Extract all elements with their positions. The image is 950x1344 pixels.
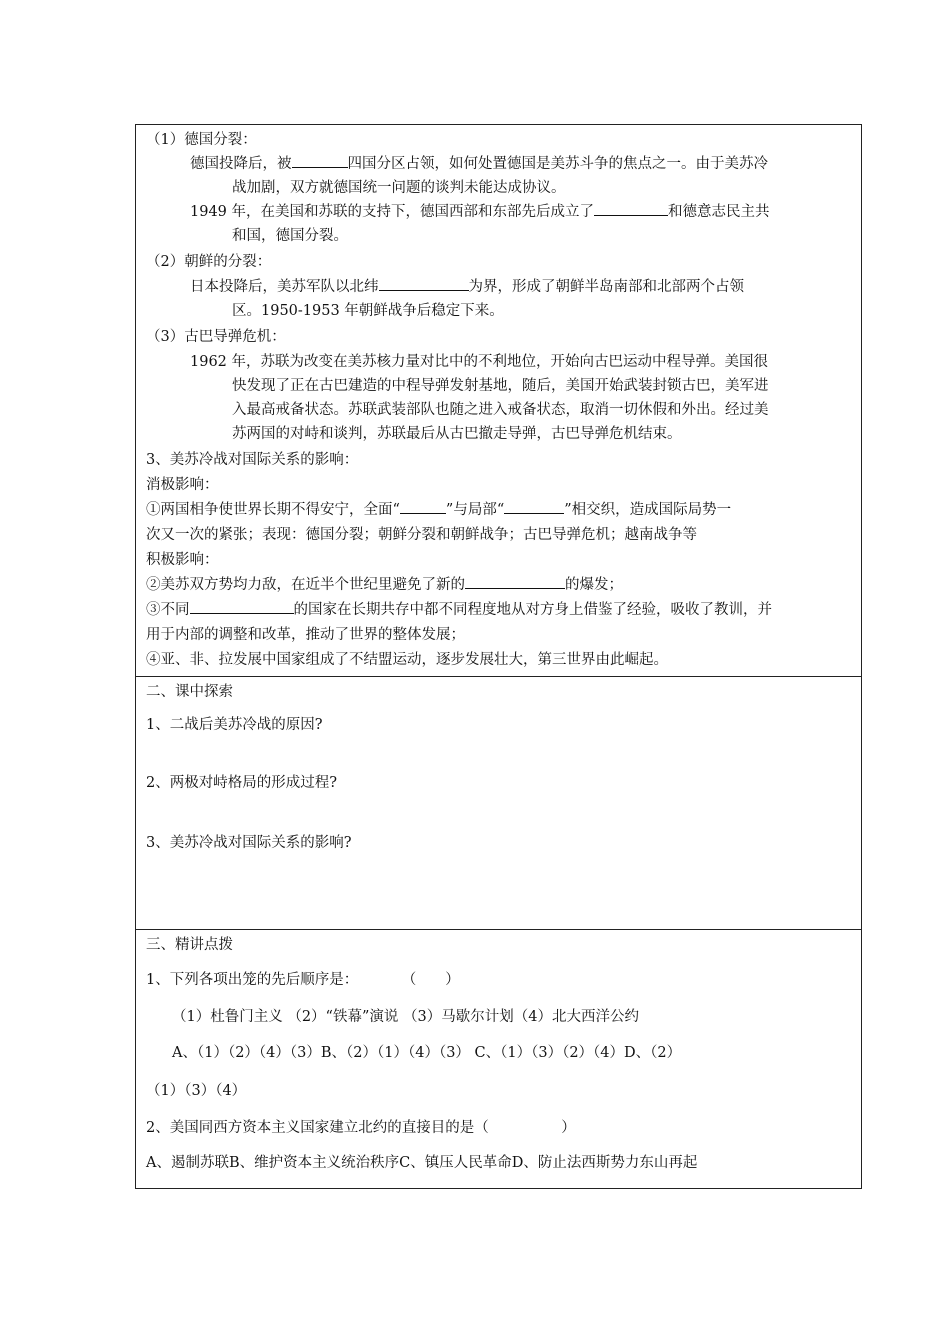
question-3: 3、美苏冷战对国际关系的影响? <box>146 835 352 851</box>
question-1-options-cont: （1）（3）（4） <box>146 1083 247 1099</box>
fill-blank[interactable] <box>190 599 294 614</box>
question-1: 1、二战后美苏冷战的原因? <box>146 717 323 733</box>
paragraph-line: ①两国相争使世界长期不得安宁，全面“ ”与局部“ ”相交织，造成国际局势一 <box>146 498 861 522</box>
paragraph-line: 苏两国的对峙和谈判，苏联最后从古巴撤走导弹，古巴导弹危机结束。 <box>232 426 682 442</box>
section-title: 二、课中探索 <box>146 684 233 700</box>
paragraph-line: ④亚、非、拉发展中国家组成了不结盟运动，逐步发展壮大，第三世界由此崛起。 <box>146 652 668 668</box>
fill-blank[interactable] <box>379 276 469 291</box>
question-1-options: A、（1）（2）（4）（3）B、（2）（1）（4）（3） C、（1）（3）（2）（4）D、（2） <box>172 1045 682 1061</box>
paragraph-line: 德国投降后，被 四国分区占领，如何处置德国是美苏斗争的焦点之一。由于美苏冷 <box>190 152 861 176</box>
positive-label: 积极影响： <box>146 552 219 568</box>
fill-blank[interactable] <box>594 201 668 216</box>
fill-blank[interactable] <box>400 499 446 514</box>
fill-blank[interactable] <box>292 153 348 168</box>
exploration-section <box>136 677 861 930</box>
paragraph-line: 用于内部的调整和改革，推动了世界的整体发展； <box>146 627 465 643</box>
section-title: 三、精讲点拨 <box>146 937 233 953</box>
heading-germany-split: （1）德国分裂： <box>146 132 257 148</box>
paragraph-line: 日本投降后，美苏军队以北纬 为界，形成了朝鲜半岛南部和北部两个占领 <box>190 275 861 299</box>
heading-cuba-crisis: （3）古巴导弹危机： <box>146 329 286 345</box>
paragraph-line: 1949 年，在美国和苏联的支持下，德国西部和东部先后成立了 和德意志民主共 <box>190 200 861 224</box>
paragraph-line: 区。1950-1953 年朝鲜战争后稳定下来。 <box>232 303 504 319</box>
negative-label: 消极影响： <box>146 477 219 493</box>
question-2: 2、两极对峙格局的形成过程? <box>146 775 337 791</box>
paragraph-line: 快发现了正在古巴建造的中程导弹发射基地，随后，美国开始武装封锁古巴，美军进 <box>232 378 769 394</box>
knowledge-section <box>136 125 861 677</box>
fill-blank[interactable] <box>504 499 564 514</box>
question-2-options: A、遏制苏联B、维护资本主义统治秩序C、镇压人民革命D、防止法西斯势力东山再起 <box>146 1155 698 1171</box>
paragraph-line: 入最高戒备状态。苏联武装部队也随之进入戒备状态，取消一切休假和外出。经过美 <box>232 402 769 418</box>
paragraph-line: 和国，德国分裂。 <box>232 228 348 244</box>
paragraph-line: ③不同 的国家在长期共存中都不同程度地从对方身上借鉴了经验，吸收了教训，并 <box>146 598 861 622</box>
heading-korea-split: （2）朝鲜的分裂： <box>146 254 272 270</box>
paragraph-line: 次又一次的紧张；表现：德国分裂；朝鲜分裂和朝鲜战争；古巴导弹危机；越南战争等 <box>146 527 697 543</box>
explanation-section <box>136 930 861 1188</box>
question-1-items: （1）杜鲁门主义 （2）“铁幕”演说 （3）马歇尔计划（4）北大西洋公约 <box>172 1009 639 1025</box>
question-1: 1、下列各项出笼的先后顺序是： （ ） <box>146 972 460 988</box>
heading-influence: 3、美苏冷战对国际关系的影响： <box>146 452 359 468</box>
paragraph-line: ②美苏双方势均力敌，在近半个世纪里避免了新的 的爆发； <box>146 573 861 597</box>
paragraph-line: 战加剧，双方就德国统一问题的谈判未能达成协议。 <box>232 180 566 196</box>
paragraph-line: 1962 年，苏联为改变在美苏核力量对比中的不利地位，开始向古巴运动中程导弹。美国很 <box>190 354 769 370</box>
question-2: 2、美国同西方资本主义国家建立北约的直接目的是（ ） <box>146 1120 576 1136</box>
fill-blank[interactable] <box>465 574 565 589</box>
worksheet-table <box>135 124 862 1189</box>
